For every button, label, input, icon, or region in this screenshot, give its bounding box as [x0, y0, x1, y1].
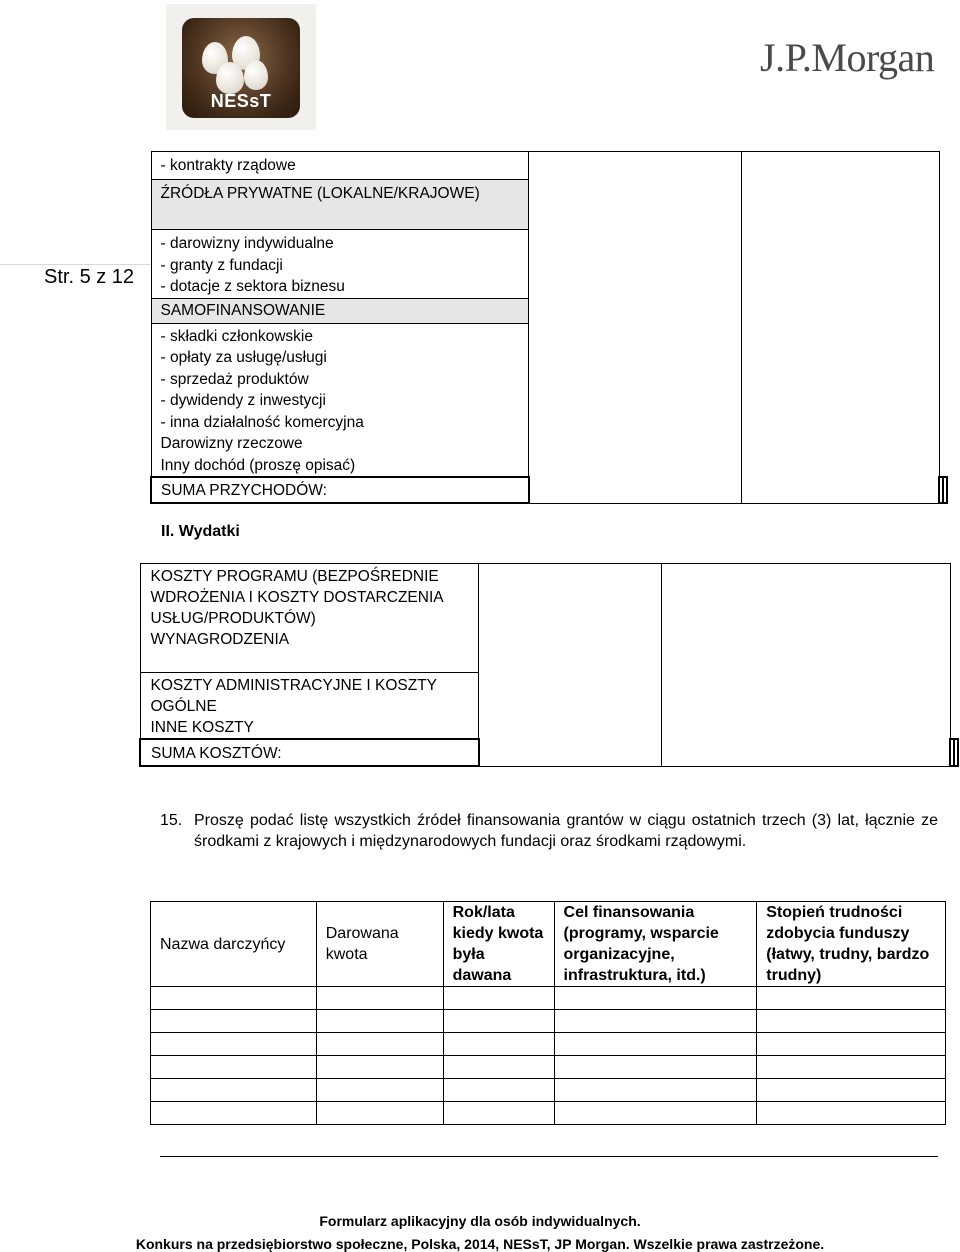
expense-total-label: SUMA KOSZTÓW: [140, 739, 479, 766]
table-cell[interactable] [554, 1102, 757, 1125]
jpmorgan-logo: J.P.Morgan [760, 35, 935, 80]
table-cell[interactable] [151, 1102, 317, 1125]
table-cell[interactable] [151, 1033, 317, 1056]
table-cell[interactable] [316, 1033, 443, 1056]
row-label [151, 323, 529, 477]
table-cell[interactable] [443, 1010, 554, 1033]
col-header-purpose: Cel finansowania (programy, wsparcie organizacyjne, infrastruktura, itd.) [554, 902, 757, 987]
table-cell[interactable] [554, 1010, 757, 1033]
table-row [151, 152, 947, 180]
table-cell[interactable] [757, 1102, 946, 1125]
table-cell[interactable] [316, 1102, 443, 1125]
page-label-rule [0, 264, 150, 265]
row-line: - inna działalność komercyjna [160, 413, 364, 431]
col-header-donor: Nazwa darczyńcy [151, 902, 317, 987]
table-row [140, 564, 958, 673]
col-header-amount: Darowana kwota [316, 902, 443, 987]
table-row [151, 1056, 946, 1079]
row-line: - dywidendy z inwestycji [160, 392, 326, 409]
row-label: ŹRÓDŁA PRYWATNE (LOKALNE/KRAJOWE) [151, 180, 529, 230]
footer-divider [160, 1156, 938, 1157]
nesst-logo-text: NESsT [210, 91, 272, 111]
row-line: WYNAGRODZENIA [150, 631, 290, 648]
table-cell[interactable] [554, 1033, 757, 1056]
table-cell[interactable] [443, 1079, 554, 1102]
col-header-years: Rok/lata kiedy kwota była dawana [443, 902, 554, 987]
row-label [151, 230, 529, 299]
table-row [151, 1010, 946, 1033]
table-cell[interactable] [316, 1056, 443, 1079]
income-table [150, 151, 948, 504]
income-amount-cell[interactable] [529, 152, 742, 504]
table-cell[interactable] [757, 1010, 946, 1033]
table-row [151, 1033, 946, 1056]
table-cell[interactable] [554, 1056, 757, 1079]
row-line: Inny dochód (proszę opisać) [160, 456, 356, 474]
row-line: - sprzedaż produktów [160, 370, 309, 388]
expense-total-percent[interactable] [954, 739, 958, 766]
expense-percent-cell[interactable] [662, 564, 950, 767]
table-cell[interactable] [151, 987, 317, 1010]
table-cell[interactable] [443, 987, 554, 1010]
table-cell[interactable] [757, 1079, 946, 1102]
table-cell[interactable] [151, 1010, 317, 1033]
table-cell[interactable] [316, 1079, 443, 1102]
table-cell[interactable] [316, 1010, 443, 1033]
row-line: INNE KOSZTY [150, 719, 254, 736]
footer-line-2: Konkurs na przedsiębiorstwo społeczne, Polska, 2014, NESsT, JP Morgan. Wszelkie prawa zastrzeżone. [135, 1236, 825, 1252]
donors-table [150, 901, 946, 1125]
table-cell[interactable] [757, 1056, 946, 1079]
row-line: - granty z fundacji [160, 256, 283, 274]
table-row [151, 1102, 946, 1125]
row-label [140, 564, 479, 673]
table-cell[interactable] [443, 1102, 554, 1125]
table-cell[interactable] [554, 987, 757, 1010]
footer-line-1: Formularz aplikacyjny dla osób indywidualnych. [319, 1213, 641, 1229]
page-number: Str. 5 z 12 [44, 266, 135, 288]
question-15 [160, 810, 938, 852]
col-header-difficulty: Stopień trudności zdobycia funduszy (łatwy, trudny, bardzo trudny) [757, 902, 946, 987]
row-line: - dotacje z sektora biznesu [160, 278, 345, 295]
row-line: KOSZTY ADMINISTRACYJNE I KOSZTY OGÓLNE [150, 677, 437, 715]
expenses-table [139, 563, 959, 767]
table-cell[interactable] [554, 1079, 757, 1102]
table-cell[interactable] [443, 1056, 554, 1079]
income-total-label: SUMA PRZYCHODÓW: [151, 477, 529, 503]
nest-eggs-image [182, 18, 300, 118]
expense-amount-cell[interactable] [479, 564, 662, 767]
table-cell[interactable] [443, 1033, 554, 1056]
table-header-row [151, 902, 946, 987]
table-cell[interactable] [151, 1079, 317, 1102]
row-line: - darowizny indywidualne [160, 235, 334, 252]
table-row [151, 987, 946, 1010]
row-line: - opłaty za usługę/usługi [160, 349, 327, 366]
table-cell[interactable] [151, 1056, 317, 1079]
question-number: 15. [160, 812, 183, 829]
row-line: Darowizny rzeczowe [160, 435, 303, 452]
question-text: Proszę podać listę wszystkich źródeł finansowania grantów w ciągu ostatnich trzech (3) lat, łącznie ze środkami z krajowych i międzynarodowych fundacji oraz środkami rządowymi. [194, 812, 938, 850]
row-line: - składki członkowskie [160, 327, 313, 345]
row-label: SAMOFINANSOWANIE [151, 298, 529, 323]
income-percent-cell[interactable] [741, 152, 939, 504]
table-cell[interactable] [316, 987, 443, 1010]
row-label [140, 673, 479, 740]
table-row [151, 1079, 946, 1102]
row-line: KOSZTY PROGRAMU (BEZPOŚREDNIE WDROŻENIA I KOSZTY DOSTARCZENIA USŁUG/PRODUKTÓW) [150, 568, 443, 627]
nesst-logo [166, 4, 316, 130]
section-title: II. Wydatki [161, 523, 240, 540]
row-label: - kontrakty rządowe [151, 152, 529, 180]
income-total-percent[interactable] [943, 477, 947, 503]
table-cell[interactable] [757, 1033, 946, 1056]
table-cell[interactable] [757, 987, 946, 1010]
